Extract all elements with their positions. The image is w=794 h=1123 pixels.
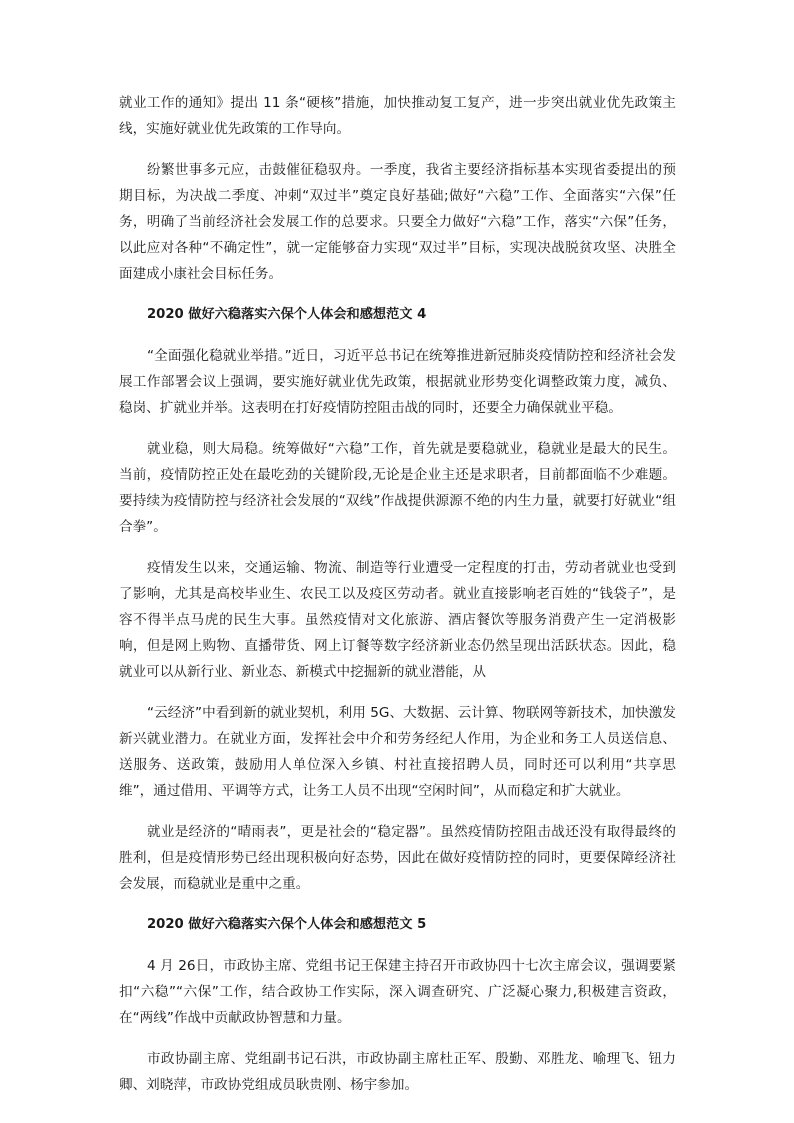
body-paragraph: 就业工作的通知》提出 11 条“硬核”措施，加快推动复工复产，进一步突出就业优先政策主线，实施好就业优先政策的工作导向。 <box>119 95 676 137</box>
body-paragraph: 4 月 26日，市政协主席、党组书记王保建主持召开市政协四十七次主席会议，强调要紧扣“六稳”“六保”工作，结合政协工作实际，深入调查研究、广泛凝心聚力,积极建言资政，在“两线”作战中贡献政协智慧和力量。 <box>119 958 676 1026</box>
body-paragraph: 疫情发生以来，交通运输、物流、制造等行业遭受一定程度的打击，劳动者就业也受到了影响，尤其是高校毕业生、农民工以及疫区劳动者。就业直接影响老百姓的“钱袋子”，是容不得半点马虎的民生大事。虽然疫情对文化旅游、酒店餐饮等服务消费产生一定消极影响，但是网上购物、直播带货、网上订餐等数字经济新业态仍然呈现出活跃状态。因此，稳就业可以从新行业、新业态、新模式中挖掘新的就业潜能，从 <box>119 560 676 680</box>
section-heading: 2020 做好六稳落实六保个人体会和感想范文 4 <box>147 307 427 322</box>
document-body <box>119 90 676 1113</box>
body-paragraph: “云经济”中看到新的就业契机，利用 5G、大数据、云计算、物联网等新技术，加快激发新兴就业潜力。在就业方面，发挥社会中介和劳务经纪人作用，为企业和务工人员送信息、送服务、送政策，鼓励用人单位深入乡镇、村社直接招聘人员，同时还可以利用“共享思维”，通过借用、平调等方式，让务工人员不出现“空闲时间”，从而稳定和扩大就业。 <box>119 705 676 799</box>
body-paragraph: 纷繁世事多元应，击鼓催征稳驭舟。一季度，我省主要经济指标基本实现省委提出的预期目标，为决战二季度、冲刺“双过半”奠定良好基础;做好“六稳”工作、全面落实“六保”任务，明确了当前经济社会发展工作的总要求。只要全力做好“六稳”工作，落实“六保”任务，以此应对各种“不确定性”，就一定能够奋力实现“双过半”目标，实现决战脱贫攻坚、决胜全面建成小康社会目标任务。 <box>119 162 676 282</box>
section-heading: 2020 做好六稳落实六保个人体会和感想范文 5 <box>147 917 427 932</box>
body-paragraph: “全面强化稳就业举措。”近日，习近平总书记在统筹推进新冠肺炎疫情防控和经济社会发展工作部署会议上强调，要实施好就业优先政策，根据就业形势变化调整政策力度，减负、稳岗、扩就业并举。这表明在打好疫情防控阻击战的同时，还要全力确保就业平稳。 <box>119 348 676 416</box>
body-paragraph: 就业是经济的“晴雨表”，更是社会的“稳定器”。虽然疫情防控阻击战还没有取得最终的胜利，但是疫情形势已经出现积极向好态势，因此在做好疫情防控的同时，更要保障经济社会发展，而稳就业是重中之重。 <box>119 824 676 892</box>
body-paragraph: 就业稳，则大局稳。统筹做好“六稳”工作，首先就是要稳就业，稳就业是最大的民生。当前，疫情防控正处在最吃劲的关键阶段,无论是企业主还是求职者，目前都面临不少难题。要持续为疫情防控与经济社会发展的“双线”作战提供源源不绝的内生力量，就要打好就业“组合拳”。 <box>119 441 676 535</box>
body-paragraph: 市政协副主席、党组副书记石洪，市政协副主席杜正军、殷勤、邓胜龙、喻理飞、钮力卿、刘晓萍，市政协党组成员耿贵刚、杨宇参加。 <box>119 1051 676 1093</box>
